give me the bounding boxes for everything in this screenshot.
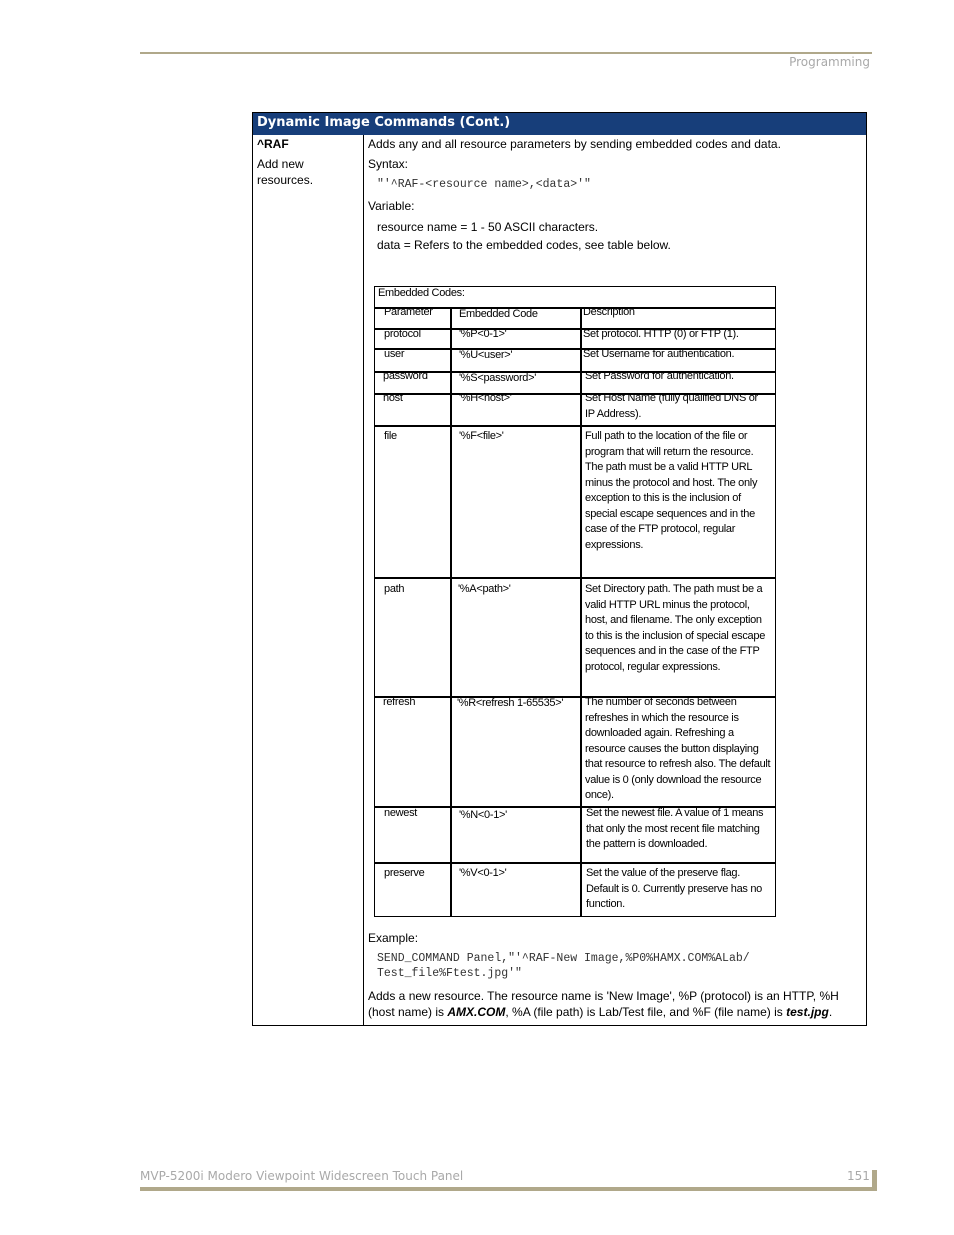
embedded-codes-table	[374, 286, 776, 917]
row-divider	[375, 425, 775, 427]
desc-file: Full path to the location of the file or program that will return the resource. The path must be a valid HTTP URL minus the protocol and host. The only exception to this is the inclusion of special escape sequences and in the case of the FTP protocol, regular expressions.	[585, 430, 758, 551]
param-password: password	[383, 370, 428, 382]
desc-preserve: Set the value of the preserve flag. Default is 0. Currently preserve has no function.	[586, 867, 762, 910]
command-name: ^RAF	[257, 137, 289, 151]
desc-user: Set Username for authentication.	[583, 348, 735, 360]
code-password: '%S<password>'	[459, 372, 537, 384]
row-divider	[375, 577, 775, 579]
code-user: '%U<user>'	[459, 349, 513, 361]
desc-newest: Set the newest file. A value of 1 means that only the most recent file matching the pattern is downloaded.	[586, 807, 764, 850]
code-host: '%H<host>'	[459, 392, 512, 404]
param-host: host	[383, 392, 403, 404]
footer-title: MVP-5200i Modero Viewpoint Widescreen Touch Panel	[140, 1169, 464, 1183]
embedded-codes-caption: Embedded Codes:	[378, 287, 465, 299]
syntax-label: Syntax:	[368, 157, 409, 171]
column-divider	[450, 307, 452, 916]
desc-protocol: Set protocol. HTTP (0) or FTP (1).	[583, 328, 739, 340]
column-divider	[580, 307, 582, 916]
footer-rule-corner	[872, 1170, 877, 1191]
page-number: 151	[847, 1169, 870, 1183]
header-description: Description	[583, 306, 635, 318]
header-parameter: Parameter	[384, 306, 433, 318]
code-newest: '%N<0-1>'	[459, 809, 507, 821]
example-description-line-1: Adds a new resource. The resource name is 'New Image', %P (protocol) is an HTTP, %H	[368, 989, 839, 1003]
header-rule	[140, 52, 872, 54]
syntax-code: "'^RAF-<resource name>,<data>'"	[377, 178, 591, 191]
command-description: Add new resources.	[257, 157, 314, 187]
desc-password: Set Password for authentication.	[585, 370, 734, 382]
example-label: Example:	[368, 931, 419, 945]
column-divider	[363, 135, 364, 1025]
param-path: path	[384, 583, 405, 595]
param-preserve: preserve	[384, 867, 425, 879]
param-file: file	[384, 430, 397, 442]
param-refresh: refresh	[383, 696, 416, 708]
code-file: '%F<file>'	[459, 430, 504, 442]
code-refresh: '%R<refresh 1-65535>'	[457, 697, 564, 709]
example-code-line-1: SEND_COMMAND Panel,"'^RAF-New Image,%P0%HAMX.COM%ALab/	[377, 952, 750, 965]
code-preserve: '%V<0-1>'	[459, 867, 507, 879]
desc-path: Set Directory path. The path must be a valid HTTP URL minus the protocol, host, and filename. The only exception to this is the inclusion of special escape sequences and in the case of the FTP protocol, regular expressions.	[585, 583, 766, 673]
code-path: '%A<path>'	[458, 583, 511, 595]
code-protocol: '%P<0-1>'	[459, 328, 507, 340]
example-description-line-2: (host name) is AMX.COM, %A (file path) is Lab/Test file, and %F (file name) is test.jpg.	[368, 1005, 833, 1019]
table-title: Dynamic Image Commands (Cont.)	[253, 113, 866, 135]
header-embedded-code: Embedded Code	[459, 308, 538, 320]
variable-label: Variable:	[368, 199, 415, 213]
row-divider	[375, 307, 775, 309]
variable-resource-name: resource name = 1 - 50 ASCII characters.	[377, 220, 599, 234]
desc-refresh: The number of seconds between refreshes in which the resource is downloaded again. Refreshing a resource causes the button displaying that resource to refresh also. The default value is 0 (only download the resource once).	[585, 696, 771, 801]
param-protocol: protocol	[384, 328, 421, 340]
param-newest: newest	[384, 807, 418, 819]
command-summary: Adds any and all resource parameters by sending embedded codes and data.	[368, 137, 781, 151]
variable-data: data = Refers to the embedded codes, see table below.	[377, 238, 671, 252]
section-header: Programming	[789, 55, 870, 69]
param-user: user	[384, 348, 405, 360]
row-divider	[375, 862, 775, 864]
desc-host: Set Host Name (fully qualified DNS or IP Address).	[585, 392, 758, 420]
footer-rule	[140, 1187, 877, 1191]
example-code-line-2: Test_file%Ftest.jpg'"	[377, 967, 522, 980]
